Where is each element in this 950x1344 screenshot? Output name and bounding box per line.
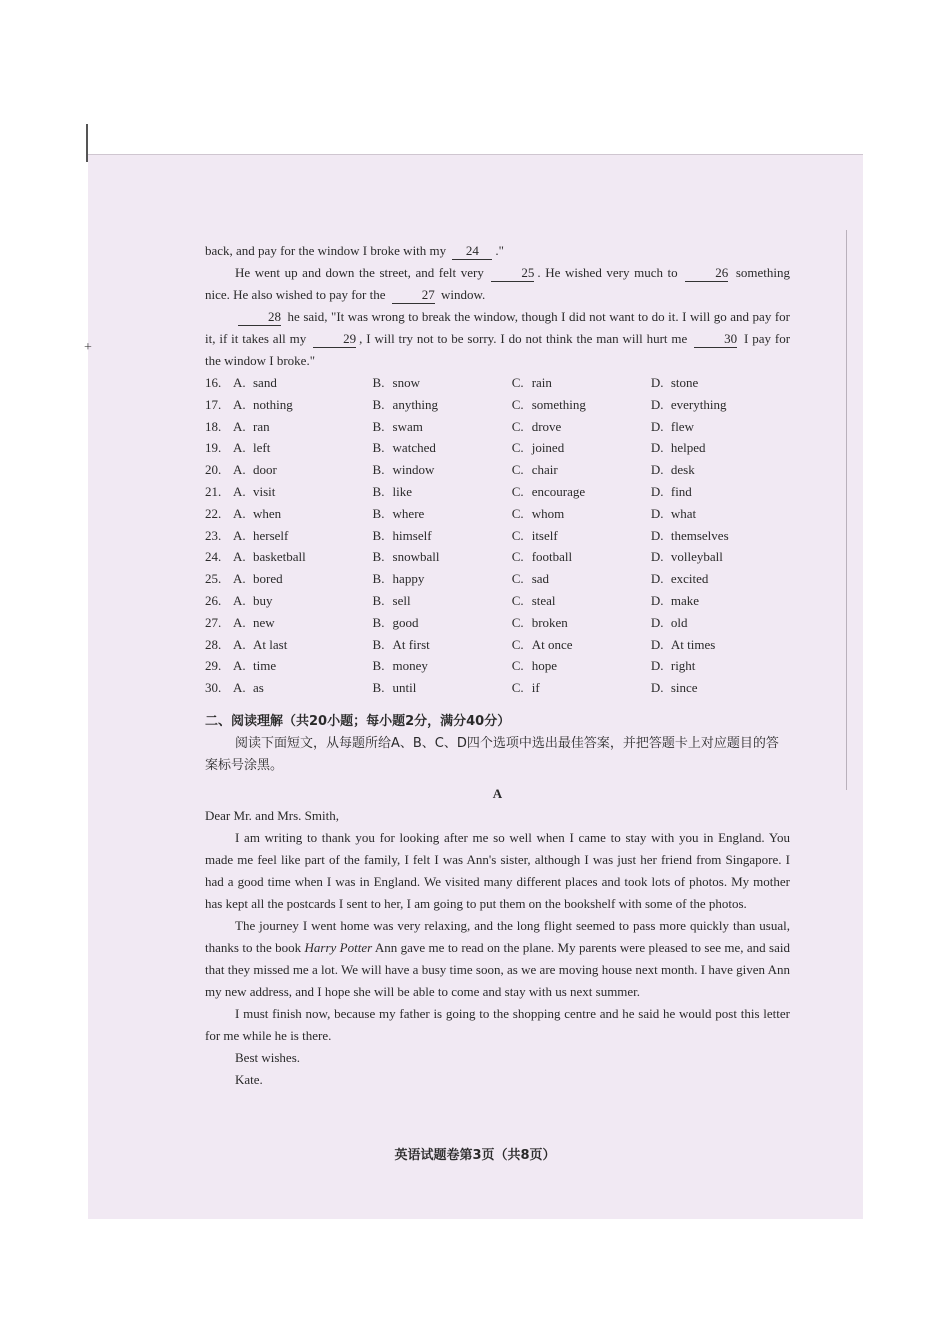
text: He went up and down the street, and felt very xyxy=(235,265,484,280)
letter-closing: Best wishes. xyxy=(235,1049,300,1065)
option-text: anything xyxy=(392,396,439,412)
option-letter: A. xyxy=(233,527,246,543)
option-letter: B. xyxy=(372,440,385,456)
option-letter: C. xyxy=(511,375,524,390)
option-letter: D. xyxy=(650,418,664,434)
option-text: drove xyxy=(531,418,562,434)
option-text: encourage xyxy=(531,483,586,499)
option-d xyxy=(651,372,790,394)
option-letter: B. xyxy=(372,636,385,652)
option-letter: B. xyxy=(372,527,385,543)
option-letter: B. xyxy=(372,592,385,608)
option-letter: D. xyxy=(650,396,664,412)
question-row xyxy=(205,590,790,612)
question-row xyxy=(205,655,790,677)
option-text: herself xyxy=(253,527,289,543)
option-d xyxy=(651,655,790,677)
question-number: 29. xyxy=(205,658,222,674)
option-d xyxy=(651,546,790,568)
option-b xyxy=(373,546,512,568)
section-instruction: 阅读下面短文，从每题所给A、B、C、D四个选项中选出最佳答案，并把答题卡上对应题目的答案标号涂黑。 xyxy=(205,735,779,773)
binding-tick: + xyxy=(84,340,92,355)
option-d xyxy=(651,437,790,459)
option-letter: A. xyxy=(233,396,246,412)
option-letter: D. xyxy=(650,375,664,390)
option-text: At first xyxy=(392,636,430,652)
option-c xyxy=(512,459,651,481)
option-b xyxy=(373,525,512,547)
option-text: helped xyxy=(670,440,706,456)
question-number: 25. xyxy=(205,571,222,587)
option-letter: C. xyxy=(511,483,524,499)
option-letter: C. xyxy=(511,549,524,565)
question-number: 24. xyxy=(205,549,222,565)
option-text: steal xyxy=(531,592,556,608)
option-b xyxy=(373,481,512,503)
option-text: At times xyxy=(670,636,716,652)
option-text: sad xyxy=(531,571,550,587)
option-letter: D. xyxy=(650,614,664,630)
blank-30: 30 xyxy=(694,331,737,348)
option-d xyxy=(651,634,790,656)
option-text: nothing xyxy=(253,396,293,412)
option-letter: B. xyxy=(372,418,385,434)
option-b xyxy=(373,677,512,699)
option-c xyxy=(512,437,651,459)
option-text: football xyxy=(531,549,573,565)
blank-25: 25 xyxy=(491,265,534,282)
option-text: new xyxy=(253,614,275,630)
exam-content xyxy=(205,240,790,1091)
option-text: snowball xyxy=(392,549,440,565)
book-title: Harry Potter xyxy=(304,939,373,955)
option-text: everything xyxy=(670,396,727,412)
option-b xyxy=(373,459,512,481)
option-a xyxy=(205,481,373,503)
option-letter: A. xyxy=(233,614,246,630)
option-letter: D. xyxy=(650,658,664,674)
option-c xyxy=(512,525,651,547)
letter-signature: Kate. xyxy=(235,1071,263,1087)
question-row xyxy=(205,546,790,568)
passage-end-line1 xyxy=(205,240,790,262)
text: . He wished very much to xyxy=(537,265,678,280)
option-text: sell xyxy=(392,592,411,608)
option-b xyxy=(373,590,512,612)
option-a xyxy=(205,525,373,547)
passage-end-para2 xyxy=(205,262,790,306)
option-text: when xyxy=(253,505,282,521)
option-letter: D. xyxy=(650,483,664,499)
option-text: find xyxy=(670,483,692,499)
option-letter: C. xyxy=(511,614,524,630)
letter-paragraph xyxy=(205,915,790,1003)
option-text: buy xyxy=(253,592,273,608)
option-c xyxy=(512,634,651,656)
option-text: ran xyxy=(253,418,270,434)
option-text: stone xyxy=(670,375,699,390)
option-letter: A. xyxy=(233,375,246,390)
option-text: old xyxy=(670,614,688,630)
question-row xyxy=(205,568,790,590)
option-letter: B. xyxy=(372,571,385,587)
option-text: desk xyxy=(670,462,695,478)
option-letter: C. xyxy=(511,658,524,674)
passage-end-para3 xyxy=(205,306,790,372)
question-row xyxy=(205,525,790,547)
option-text: joined xyxy=(531,440,565,456)
option-letter: B. xyxy=(372,462,385,478)
option-d xyxy=(651,503,790,525)
option-c xyxy=(512,481,651,503)
option-a xyxy=(205,590,373,612)
passage-title: A xyxy=(492,785,503,801)
blank-28: 28 xyxy=(238,309,281,326)
option-letter: C. xyxy=(511,396,524,412)
option-letter: C. xyxy=(511,571,524,587)
question-row xyxy=(205,372,790,394)
option-d xyxy=(651,459,790,481)
option-b xyxy=(373,416,512,438)
text: he said, "It was wrong to break the window, though I did not want to do it. I will go and pay for it, if it takes all my xyxy=(205,309,791,346)
option-a xyxy=(205,437,373,459)
option-text: volleyball xyxy=(670,549,723,565)
question-number: 28. xyxy=(205,636,222,652)
option-letter: D. xyxy=(650,549,664,565)
option-text: rain xyxy=(531,375,552,390)
option-d xyxy=(651,612,790,634)
option-b xyxy=(373,568,512,590)
text: ." xyxy=(495,243,504,258)
option-text: bored xyxy=(253,571,283,587)
letter-paragraph: I am writing to thank you for looking after me so well when I came to stay with you in England. You made me feel like part of the family, I felt I was Ann's sister, although I was just her friend from Singapore. I had a good time when I was in England. We visited many different places and took lots of photos. My mother has kept all the postcards I sent to her, I am going to put them on the bookshelf with some of the photos. xyxy=(205,829,790,911)
question-number: 16. xyxy=(205,375,222,390)
option-d xyxy=(651,416,790,438)
option-text: whom xyxy=(531,505,565,521)
option-text: money xyxy=(392,658,428,674)
option-c xyxy=(512,612,651,634)
option-text: if xyxy=(531,680,540,696)
option-c xyxy=(512,655,651,677)
question-number: 21. xyxy=(205,483,222,499)
question-row xyxy=(205,634,790,656)
option-letter: D. xyxy=(650,505,664,521)
option-text: something xyxy=(531,396,586,412)
option-letter: D. xyxy=(650,636,664,652)
question-row xyxy=(205,459,790,481)
option-d xyxy=(651,568,790,590)
option-b xyxy=(373,437,512,459)
option-d xyxy=(651,677,790,699)
blank-27: 27 xyxy=(392,287,435,304)
question-row xyxy=(205,416,790,438)
option-text: where xyxy=(392,505,425,521)
option-text: himself xyxy=(392,527,432,543)
option-text: snow xyxy=(392,375,420,390)
option-a xyxy=(205,634,373,656)
option-letter: A. xyxy=(233,549,246,565)
page-edge-mark xyxy=(86,124,88,162)
letter-salutation: Dear Mr. and Mrs. Smith, xyxy=(205,807,339,823)
option-text: excited xyxy=(670,571,709,587)
option-a xyxy=(205,677,373,699)
option-text: itself xyxy=(531,527,558,543)
option-text: broken xyxy=(531,614,568,630)
option-b xyxy=(373,655,512,677)
option-text: what xyxy=(670,505,697,521)
option-letter: B. xyxy=(372,483,385,499)
option-text: hope xyxy=(531,658,557,674)
option-text: right xyxy=(670,658,696,674)
option-a xyxy=(205,394,373,416)
option-letter: D. xyxy=(650,527,664,543)
question-row xyxy=(205,612,790,634)
option-letter: A. xyxy=(233,418,246,434)
option-b xyxy=(373,503,512,525)
option-letter: A. xyxy=(233,680,246,696)
option-letter: C. xyxy=(511,462,524,478)
question-number: 17. xyxy=(205,396,222,412)
question-row xyxy=(205,481,790,503)
option-d xyxy=(651,525,790,547)
option-text: door xyxy=(253,462,277,478)
text: Ann gave me to read on the plane. My parents were pleased to see me, and said that they missed me a lot. We will have a busy time soon, as we are moving house next month. I have given Ann my new address, and I hope she will be able to come and stay with us next summer. xyxy=(205,939,791,999)
option-b xyxy=(373,634,512,656)
page-footer: 英语试题卷第3页（共8页） xyxy=(394,1148,556,1163)
option-letter: D. xyxy=(650,680,664,696)
option-letter: A. xyxy=(233,505,246,521)
option-letter: D. xyxy=(650,571,664,587)
section-title: 二、阅读理解（共20小题；每小题2分，满分40分） xyxy=(205,713,511,729)
option-text: like xyxy=(392,483,413,499)
option-d xyxy=(651,394,790,416)
letter-paragraph: I must finish now, because my father is going to the shopping centre and he said he would post this letter for me while he is there. xyxy=(205,1005,790,1043)
option-letter: C. xyxy=(511,505,524,521)
text: , I will try not to be sorry. I do not think the man will hurt me xyxy=(359,331,688,346)
option-letter: A. xyxy=(233,636,246,652)
question-number: 27. xyxy=(205,614,222,630)
option-text: chair xyxy=(531,462,558,478)
option-letter: B. xyxy=(372,375,385,390)
option-letter: D. xyxy=(650,440,664,456)
option-d xyxy=(651,481,790,503)
option-letter: A. xyxy=(233,462,246,478)
option-c xyxy=(512,590,651,612)
option-letter: C. xyxy=(511,440,524,456)
option-text: themselves xyxy=(670,527,729,543)
question-number: 30. xyxy=(205,680,222,696)
text: back, and pay for the window I broke with my xyxy=(205,243,447,258)
option-letter: C. xyxy=(511,418,524,434)
option-letter: A. xyxy=(233,483,246,499)
option-text: visit xyxy=(253,483,276,499)
option-text: happy xyxy=(392,571,425,587)
option-text: until xyxy=(392,680,417,696)
option-b xyxy=(373,612,512,634)
text: something nice. He also wished to pay for the xyxy=(205,265,791,302)
option-c xyxy=(512,677,651,699)
question-number: 23. xyxy=(205,527,222,543)
question-number: 26. xyxy=(205,592,222,608)
option-c xyxy=(512,503,651,525)
question-number: 20. xyxy=(205,462,222,478)
question-row xyxy=(205,677,790,699)
option-text: At last xyxy=(253,636,288,652)
option-letter: A. xyxy=(233,592,246,608)
option-c xyxy=(512,372,651,394)
option-text: good xyxy=(392,614,419,630)
option-text: window xyxy=(392,462,435,478)
option-letter: C. xyxy=(511,680,524,696)
option-text: basketball xyxy=(253,549,306,565)
option-c xyxy=(512,394,651,416)
page-edge-line xyxy=(846,230,847,790)
option-text: swam xyxy=(392,418,423,434)
blank-29: 29 xyxy=(313,331,356,348)
option-a xyxy=(205,568,373,590)
option-letter: A. xyxy=(233,440,246,456)
blank-24: 24 xyxy=(452,243,492,260)
option-letter: C. xyxy=(511,527,524,543)
question-number: 18. xyxy=(205,418,222,434)
option-letter: B. xyxy=(372,614,385,630)
option-b xyxy=(373,394,512,416)
option-c xyxy=(512,416,651,438)
option-letter: C. xyxy=(511,636,524,652)
option-text: time xyxy=(253,658,277,674)
options-list xyxy=(205,372,790,699)
option-letter: B. xyxy=(372,680,385,696)
option-letter: D. xyxy=(650,592,664,608)
question-number: 19. xyxy=(205,440,222,456)
option-letter: B. xyxy=(372,396,385,412)
option-text: At once xyxy=(531,636,573,652)
option-letter: A. xyxy=(233,571,246,587)
option-text: as xyxy=(253,680,264,696)
question-row xyxy=(205,394,790,416)
question-row xyxy=(205,437,790,459)
option-text: left xyxy=(253,440,271,456)
option-a xyxy=(205,372,373,394)
text: I pay for the window I broke." xyxy=(205,331,791,368)
option-b xyxy=(373,372,512,394)
option-text: make xyxy=(670,592,700,608)
option-a xyxy=(205,503,373,525)
option-a xyxy=(205,546,373,568)
question-number: 22. xyxy=(205,505,222,521)
option-a xyxy=(205,416,373,438)
option-d xyxy=(651,590,790,612)
option-a xyxy=(205,459,373,481)
option-a xyxy=(205,612,373,634)
option-letter: B. xyxy=(372,658,385,674)
option-c xyxy=(512,546,651,568)
option-text: since xyxy=(670,680,698,696)
option-letter: C. xyxy=(511,592,524,608)
option-c xyxy=(512,568,651,590)
option-a xyxy=(205,655,373,677)
option-text: watched xyxy=(392,440,436,456)
option-letter: D. xyxy=(650,462,664,478)
question-row xyxy=(205,503,790,525)
text: window. xyxy=(441,287,486,302)
option-letter: B. xyxy=(372,505,385,521)
option-text: sand xyxy=(253,375,277,390)
text: The journey I went home was very relaxing, and the long flight seemed to pass more quickly than usual, thanks to the book xyxy=(205,917,790,955)
option-letter: B. xyxy=(372,549,385,565)
option-letter: A. xyxy=(233,658,246,674)
blank-26: 26 xyxy=(685,265,728,282)
option-text: flew xyxy=(670,418,694,434)
